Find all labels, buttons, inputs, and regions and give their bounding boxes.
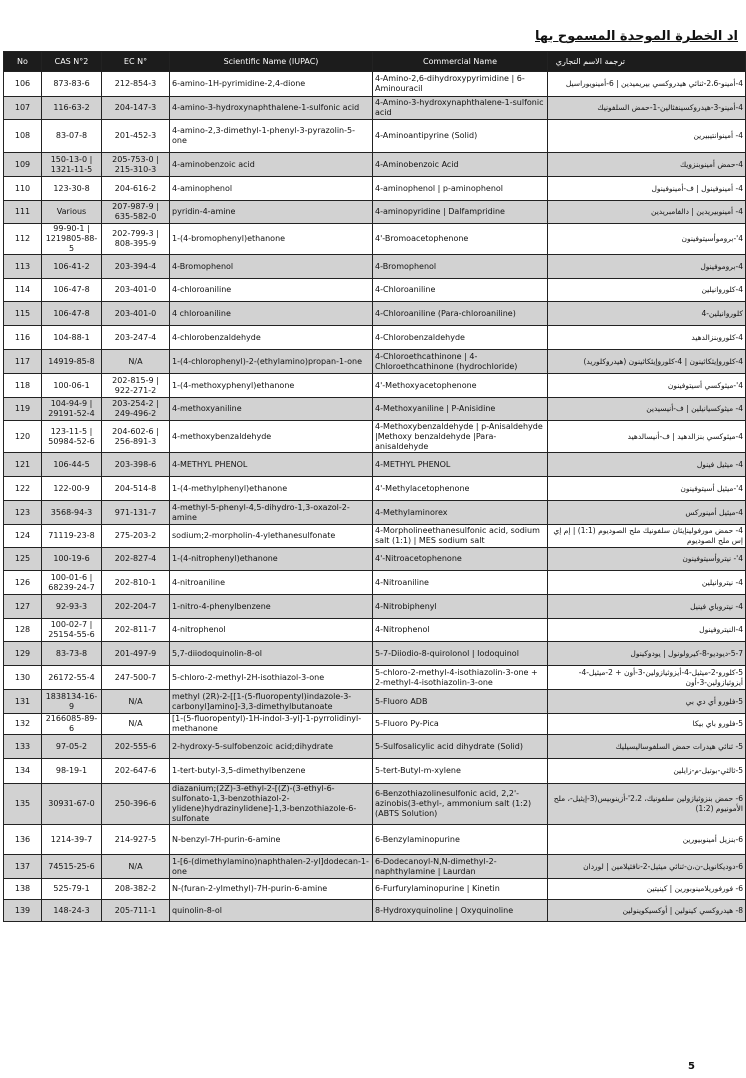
cell-commercial: 4-Chloroaniline (Para-chloroaniline): [373, 302, 548, 326]
table-row: [4, 855, 746, 879]
cell-cas: 106-41-2: [42, 255, 102, 279]
cell-ec: 208-382-2: [102, 879, 170, 900]
cell-iupac: 4-chloroaniline: [170, 279, 373, 302]
cell-ec: 203-254-2 | 249-496-2: [102, 398, 170, 421]
cell-no: 120: [4, 421, 42, 453]
cell-cas: 2166085-89-6: [42, 714, 102, 735]
cell-no: 114: [4, 279, 42, 302]
cell-iupac: 4-methoxybenzaldehyde: [170, 421, 373, 453]
table-row: [4, 595, 746, 619]
table-row: [4, 279, 746, 302]
cell-commercial: 8-Hydroxyquinoline | Oxyquinoline: [373, 900, 548, 922]
cell-ec: N/A: [102, 855, 170, 879]
cell-no: 107: [4, 97, 42, 120]
table-row: [4, 759, 746, 784]
cell-iupac: 1-(4-bromophenyl)ethanone: [170, 224, 373, 255]
cell-commercial: 6-Dodecanoyl-N,N-dimethyl-2-naphthylamine | Laurdan: [373, 855, 548, 879]
cell-ec: 202-810-1: [102, 571, 170, 595]
cell-cas: 148-24-3: [42, 900, 102, 922]
cell-no: 128: [4, 619, 42, 642]
cell-ec: 205-711-1: [102, 900, 170, 922]
cell-arabic: 5-7-ديوديو-8-كيرولونول | يودوكينول: [548, 642, 746, 666]
table-row: [4, 666, 746, 690]
cell-iupac: 4-methyl-5-phenyl-4,5-dihydro-1,3-oxazol-2-amine: [170, 501, 373, 525]
cell-no: 133: [4, 735, 42, 759]
cell-no: 130: [4, 666, 42, 690]
table-row: [4, 690, 746, 714]
cell-no: 127: [4, 595, 42, 619]
table-row: [4, 571, 746, 595]
cell-cas: 123-30-8: [42, 177, 102, 201]
cell-no: 118: [4, 374, 42, 398]
table-row: [4, 900, 746, 922]
cell-arabic: 6- حمض بنزوثيازولين سلفونيك، 2،2'-أزينوبيس(3-إيثيل-، ملح الأمونيوم (1:2): [548, 784, 746, 825]
header-no: No: [4, 52, 42, 72]
cell-commercial: 4'-Bromoacetophenone: [373, 224, 548, 255]
cell-iupac: 4-amino-2,3-dimethyl-1-phenyl-3-pyrazolin-5-one: [170, 120, 373, 153]
cell-arabic: 4-بروموفينول: [548, 255, 746, 279]
cell-commercial: 5-Fluoro Py-Pica: [373, 714, 548, 735]
table-row: [4, 619, 746, 642]
table-row: [4, 784, 746, 825]
cell-commercial: 5-Fluoro ADB: [373, 690, 548, 714]
cell-iupac: 1-(4-methylphenyl)ethanone: [170, 477, 373, 501]
cell-iupac: 5,7-diiodoquinolin-8-ol: [170, 642, 373, 666]
cell-arabic: 4'-ميثوكسي أسيتوفينون: [548, 374, 746, 398]
cell-cas: 74515-25-6: [42, 855, 102, 879]
cell-arabic: 5-فلورو أي دي بي: [548, 690, 746, 714]
cell-cas: 1838134-16-9: [42, 690, 102, 714]
cell-cas: Various: [42, 201, 102, 224]
cell-ec: 204-514-8: [102, 477, 170, 501]
table-row: [4, 97, 746, 120]
cell-cas: 30931-67-0: [42, 784, 102, 825]
cell-no: 121: [4, 453, 42, 477]
cell-ec: 205-753-0 | 215-310-3: [102, 153, 170, 177]
cell-commercial: 4-Amino-2,6-dihydroxypyrimidine | 6-Aminouracil: [373, 72, 548, 97]
cell-no: 106: [4, 72, 42, 97]
cell-arabic: 4-كلوروانيلين: [548, 279, 746, 302]
cell-no: 131: [4, 690, 42, 714]
cell-commercial: 4-Nitrophenol: [373, 619, 548, 642]
cell-iupac: 5-chloro-2-methyl-2H-isothiazol-3-one: [170, 666, 373, 690]
cell-cas: 116-63-2: [42, 97, 102, 120]
cell-ec: N/A: [102, 690, 170, 714]
cell-commercial: 4-Nitrobiphenyl: [373, 595, 548, 619]
cell-iupac: 2-hydroxy-5-sulfobenzoic acid;dihydrate: [170, 735, 373, 759]
cell-commercial: 4-aminophenol | p-aminophenol: [373, 177, 548, 201]
table-row: [4, 548, 746, 571]
cell-arabic: 4-كلوروإيثكاثينون | 4-كلوروإيثكاثينون (هيدروكلوريد): [548, 350, 746, 374]
cell-arabic: 4- نيتروباي فينيل: [548, 595, 746, 619]
table-row: [4, 642, 746, 666]
cell-iupac: 1-(4-nitrophenyl)ethanone: [170, 548, 373, 571]
header-ec: EC N°: [102, 52, 170, 72]
cell-cas: 150-13-0 | 1321-11-5: [42, 153, 102, 177]
page-number: 5: [688, 1061, 695, 1072]
cell-cas: 99-90-1 | 1219805-88-5: [42, 224, 102, 255]
table-row: [4, 879, 746, 900]
table-row: [4, 398, 746, 421]
cell-iupac: 1-[6-(dimethylamino)naphthalen-2-yl]dodecan-1-one: [170, 855, 373, 879]
cell-arabic: 8- هيدروكسي كينولين | أوكسيكوينولين: [548, 900, 746, 922]
cell-no: 111: [4, 201, 42, 224]
cell-no: 112: [4, 224, 42, 255]
cell-cas: 123-11-5 | 50984-52-6: [42, 421, 102, 453]
table-row: [4, 326, 746, 350]
table-row: [4, 477, 746, 501]
cell-arabic: 4- ميثيل فينول: [548, 453, 746, 477]
cell-commercial: 6-Benzothiazolinesulfonic acid, 2,2'-azinobis(3-ethyl-, ammonium salt (1:2) (ABTS Solution): [373, 784, 548, 825]
cell-ec: 201-497-9: [102, 642, 170, 666]
cell-arabic: كلوروانيلين-4: [548, 302, 746, 326]
cell-iupac: 6-amino-1H-pyrimidine-2,4-dione: [170, 72, 373, 97]
cell-iupac: [1-(5-fluoropentyl)-1H-indol-3-yl]-1-pyrrolidinyl-methanone: [170, 714, 373, 735]
cell-arabic: 4-النيتروفينول: [548, 619, 746, 642]
cell-ec: 971-131-7: [102, 501, 170, 525]
cell-commercial: 4-Bromophenol: [373, 255, 548, 279]
cell-no: 108: [4, 120, 42, 153]
cell-no: 117: [4, 350, 42, 374]
cell-no: 137: [4, 855, 42, 879]
cell-cas: 98-19-1: [42, 759, 102, 784]
cell-ec: 247-500-7: [102, 666, 170, 690]
cell-arabic: 4-أمينو-2،6-ثنائي هيدروكسي بيريميدين | 6-أمينويوراسيل: [548, 72, 746, 97]
table-header-row: [4, 52, 746, 72]
cell-iupac: 4-methoxyaniline: [170, 398, 373, 421]
header-arabic-name: ترجمة الاسم التجاري: [548, 52, 746, 72]
cell-commercial: 4-Aminobenzoic Acid: [373, 153, 548, 177]
cell-cas: 3568-94-3: [42, 501, 102, 525]
cell-iupac: 4 chloroaniline: [170, 302, 373, 326]
cell-arabic: 4- حمض مورفولينإيثان سلفونيك ملح الصوديوم (1:1) | إم إي إس ملح الصوديوم: [548, 525, 746, 548]
cell-arabic: 6- فورفوريلامينوبورين | كينيتين: [548, 879, 746, 900]
cell-arabic: 6-بنزيل أمينوبيورين: [548, 825, 746, 855]
header-scientific-name: Scientific Name (IUPAC): [170, 52, 373, 72]
cell-commercial: 5-7-Diiodio-8-quirolonol | Iodoquinol: [373, 642, 548, 666]
table-row: [4, 421, 746, 453]
cell-ec: 212-854-3: [102, 72, 170, 97]
cell-ec: 203-398-6: [102, 453, 170, 477]
cell-commercial: 4'-Nitroacetophenone: [373, 548, 548, 571]
cell-cas: 14919-85-8: [42, 350, 102, 374]
table-row: [4, 224, 746, 255]
cell-ec: 202-811-7: [102, 619, 170, 642]
cell-arabic: 4'- نيتروأسيتوفينون: [548, 548, 746, 571]
cell-cas: 97-05-2: [42, 735, 102, 759]
cell-cas: 92-93-3: [42, 595, 102, 619]
cell-commercial: 4'-Methoxyacetophenone: [373, 374, 548, 398]
cell-arabic: 6-دوديكانويل-ن،ن-ثنائي ميثيل-2-نافثيلامين | لوردان: [548, 855, 746, 879]
table-row: [4, 453, 746, 477]
cell-arabic: 5-كلورو-2-ميثيل-4-أيزوثيازولين-3-أون + 2-ميثيل-4-أيزوثيازولين-3-أون: [548, 666, 746, 690]
table-row: [4, 825, 746, 855]
cell-commercial: 4'-Methylacetophenone: [373, 477, 548, 501]
cell-ec: N/A: [102, 714, 170, 735]
cell-ec: 204-147-3: [102, 97, 170, 120]
cell-iupac: pyridin-4-amine: [170, 201, 373, 224]
table-row: [4, 302, 746, 326]
cell-no: 129: [4, 642, 42, 666]
cell-no: 135: [4, 784, 42, 825]
cell-no: 116: [4, 326, 42, 350]
table-row: [4, 525, 746, 548]
cell-iupac: 4-chlorobenzaldehyde: [170, 326, 373, 350]
cell-no: 113: [4, 255, 42, 279]
table-row: [4, 153, 746, 177]
table-row: [4, 350, 746, 374]
cell-ec: 207-987-9 | 635-582-0: [102, 201, 170, 224]
cell-iupac: 4-nitrophenol: [170, 619, 373, 642]
cell-ec: 275-203-2: [102, 525, 170, 548]
cell-iupac: 4-Bromophenol: [170, 255, 373, 279]
cell-iupac: 1-(4-chlorophenyl)-2-(ethylamino)propan-1-one: [170, 350, 373, 374]
cell-arabic: 4-أمينو-3-هيدروكسينفثالين-1-حمض السلفونيك: [548, 97, 746, 120]
table-row: [4, 501, 746, 525]
cell-commercial: 4-Methoxybenzaldehyde | p-Anisaldehyde |Methoxy benzaldehyde |Para-anisaldehyde: [373, 421, 548, 453]
table-row: [4, 201, 746, 224]
cell-ec: 203-401-0: [102, 302, 170, 326]
cell-iupac: 4-nitroaniline: [170, 571, 373, 595]
cell-ec: 203-401-0: [102, 279, 170, 302]
cell-iupac: quinolin-8-ol: [170, 900, 373, 922]
cell-commercial: 4-aminopyridine | Dalfampridine: [373, 201, 548, 224]
cell-commercial: 4-Chloroethcathinone | 4-Chloroethcathinone (hydrochloride): [373, 350, 548, 374]
cell-arabic: 4-ميثيل أمينوركس: [548, 501, 746, 525]
cell-ec: 204-616-2: [102, 177, 170, 201]
cell-iupac: methyl (2R)-2-[[1-(5-fluoropentyl)indazole-3-carbonyl]amino]-3,3-dimethylbutanoate: [170, 690, 373, 714]
cell-iupac: sodium;2-morpholin-4-ylethanesulfonate: [170, 525, 373, 548]
cell-no: 139: [4, 900, 42, 922]
cell-no: 138: [4, 879, 42, 900]
cell-no: 125: [4, 548, 42, 571]
cell-commercial: 5-tert-Butyl-m-xylene: [373, 759, 548, 784]
cell-cas: 100-02-7 | 25154-55-6: [42, 619, 102, 642]
cell-iupac: N-(furan-2-ylmethyl)-7H-purin-6-amine: [170, 879, 373, 900]
cell-commercial: 4-Methylaminorex: [373, 501, 548, 525]
cell-no: 122: [4, 477, 42, 501]
cell-arabic: 4- ميثوكسيانيلين | ف-أنيسيدين: [548, 398, 746, 421]
cell-ec: 203-247-4: [102, 326, 170, 350]
cell-arabic: 5-فلورو باي بيكا: [548, 714, 746, 735]
cell-arabic: 4-كلوروبنزالدهيد: [548, 326, 746, 350]
cell-iupac: N-benzyl-7H-purin-6-amine: [170, 825, 373, 855]
cell-iupac: 4-aminophenol: [170, 177, 373, 201]
table-row: [4, 177, 746, 201]
cell-iupac: 4-amino-3-hydroxynaphthalene-1-sulfonic acid: [170, 97, 373, 120]
header-commercial-name: Commercial Name: [373, 52, 548, 72]
cell-arabic: 4- أمينوانتيبيرين: [548, 120, 746, 153]
cell-commercial: 4-Chloroaniline: [373, 279, 548, 302]
cell-commercial: 5-Sulfosalicylic acid dihydrate (Solid): [373, 735, 548, 759]
cell-no: 134: [4, 759, 42, 784]
cell-ec: 202-815-9 | 922-271-2: [102, 374, 170, 398]
cell-cas: 100-19-6: [42, 548, 102, 571]
cell-no: 136: [4, 825, 42, 855]
document-title: اد الخطرة الموحدة المسموح بها: [535, 29, 738, 44]
cell-no: 126: [4, 571, 42, 595]
cell-no: 119: [4, 398, 42, 421]
cell-commercial: 4-Chlorobenzaldehyde: [373, 326, 548, 350]
cell-cas: 83-07-8: [42, 120, 102, 153]
cell-commercial: 6-Furfurylaminopurine | Kinetin: [373, 879, 548, 900]
cell-no: 115: [4, 302, 42, 326]
cell-ec: N/A: [102, 350, 170, 374]
cell-cas: 104-94-9 | 29191-52-4: [42, 398, 102, 421]
cell-ec: 204-602-6 | 256-891-3: [102, 421, 170, 453]
cell-commercial: 4-METHYL PHENOL: [373, 453, 548, 477]
cell-cas: 100-01-6 | 68239-24-7: [42, 571, 102, 595]
table-row: [4, 255, 746, 279]
cell-cas: 71119-23-8: [42, 525, 102, 548]
cell-no: 124: [4, 525, 42, 548]
cell-no: 110: [4, 177, 42, 201]
cell-commercial: 6-Benzylaminopurine: [373, 825, 548, 855]
hazardous-materials-table: [3, 51, 746, 922]
cell-ec: 201-452-3: [102, 120, 170, 153]
cell-cas: 26172-55-4: [42, 666, 102, 690]
cell-no: 123: [4, 501, 42, 525]
cell-iupac: 1-tert-butyl-3,5-dimethylbenzene: [170, 759, 373, 784]
cell-arabic: 4'-ميثيل أسيتوفينون: [548, 477, 746, 501]
table-row: [4, 714, 746, 735]
header-cas: CAS N°2: [42, 52, 102, 72]
table-row: [4, 735, 746, 759]
cell-arabic: 4- أمينوفينول | ف-أمينوفينول: [548, 177, 746, 201]
cell-commercial: 4-Nitroaniline: [373, 571, 548, 595]
table-row: [4, 72, 746, 97]
cell-cas: 873-83-6: [42, 72, 102, 97]
cell-commercial: 4-Aminoantipyrine (Solid): [373, 120, 548, 153]
cell-ec: 203-394-4: [102, 255, 170, 279]
cell-no: 132: [4, 714, 42, 735]
table-row: [4, 120, 746, 153]
cell-arabic: 4'-بروموأسيتوفينون: [548, 224, 746, 255]
cell-ec: 214-927-5: [102, 825, 170, 855]
cell-iupac: diazanium;(2Z)-3-ethyl-2-[(Z)-(3-ethyl-6-sulfonato-1,3-benzothiazol-2-ylidene)hydrazinylidene]-1,3-benzothiazole-6-sulfonate: [170, 784, 373, 825]
cell-iupac: 4-METHYL PHENOL: [170, 453, 373, 477]
cell-arabic: 5-ثالثي-بوتيل-م-زايلين: [548, 759, 746, 784]
cell-arabic: 5- ثنائي هيدرات حمض السلفوساليسيليك: [548, 735, 746, 759]
cell-ec: 250-396-6: [102, 784, 170, 825]
cell-commercial: 4-Amino-3-hydroxynaphthalene-1-sulfonic acid: [373, 97, 548, 120]
cell-ec: 202-204-7: [102, 595, 170, 619]
table-row: [4, 374, 746, 398]
cell-arabic: 4- نيتروانيلين: [548, 571, 746, 595]
cell-arabic: 4-حمض أمينوبنزويك: [548, 153, 746, 177]
cell-arabic: 4-ميثوكسي بنزالدهيد | ف-أنيسالدهيد: [548, 421, 746, 453]
cell-cas: 83-73-8: [42, 642, 102, 666]
cell-arabic: 4- أمينوبيريدين | دالفامبريدين: [548, 201, 746, 224]
cell-ec: 202-647-6: [102, 759, 170, 784]
cell-cas: 106-44-5: [42, 453, 102, 477]
cell-cas: 100-06-1: [42, 374, 102, 398]
cell-commercial: 4-Morpholineethanesulfonic acid, sodium salt (1:1) | MES sodium salt: [373, 525, 548, 548]
cell-no: 109: [4, 153, 42, 177]
cell-cas: 104-88-1: [42, 326, 102, 350]
cell-ec: 202-799-3 | 808-395-9: [102, 224, 170, 255]
cell-iupac: 1-nitro-4-phenylbenzene: [170, 595, 373, 619]
cell-ec: 202-555-6: [102, 735, 170, 759]
cell-cas: 106-47-8: [42, 302, 102, 326]
cell-cas: 525-79-1: [42, 879, 102, 900]
cell-iupac: 4-aminobenzoic acid: [170, 153, 373, 177]
cell-iupac: 1-(4-methoxyphenyl)ethanone: [170, 374, 373, 398]
cell-commercial: 5-chloro-2-methyl-4-isothiazolin-3-one + 2-methyl-4-isothiazolin-3-one: [373, 666, 548, 690]
cell-cas: 122-00-9: [42, 477, 102, 501]
cell-cas: 106-47-8: [42, 279, 102, 302]
cell-cas: 1214-39-7: [42, 825, 102, 855]
cell-commercial: 4-Methoxyaniline | P-Anisidine: [373, 398, 548, 421]
cell-ec: 202-827-4: [102, 548, 170, 571]
